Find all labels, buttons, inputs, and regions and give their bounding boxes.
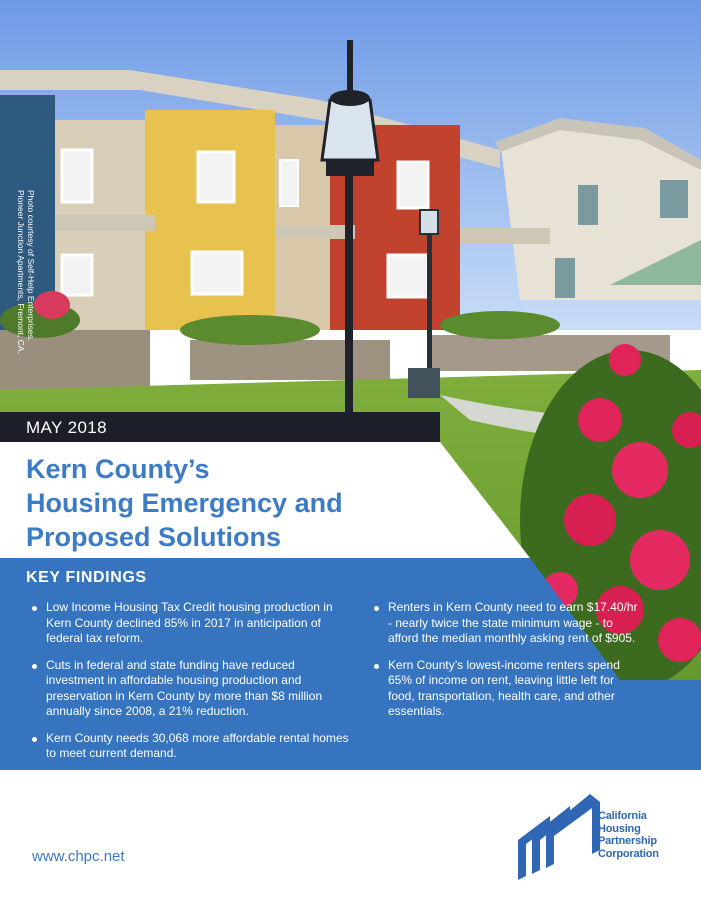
title-line-2: Housing Emergency and [26,488,343,518]
finding-item: Kern County needs 30,068 more affordable rental homes to meet current demand. [32,731,354,762]
finding-item: Renters in Kern County need to earn $17.40/hr - nearly twice the state minimum wage - to afford the median monthly asking rent of $905. [374,600,644,647]
chpc-logo-icon [514,790,604,882]
report-title [26,452,446,554]
logo-text-line3: Partnership [598,835,657,847]
chpc-logo-text [598,810,659,860]
website-link[interactable]: www.chpc.net [32,848,125,865]
finding-item: Low Income Housing Tax Credit housing production in Kern County declined 85% in 2017 in anticipation of federal tax reform. [32,600,354,647]
report-date: MAY 2018 [26,418,108,437]
logo-text-line2: Housing [598,822,641,835]
title-line-1: Kern County’s [26,454,210,484]
title-line-3: Proposed Solutions [26,522,282,552]
photo-caption-line2: Photo courtesy of Self-Help Enterprises. [26,190,36,342]
finding-item: Cuts in federal and state funding have reduced investment in affordable housing production and preservation in Kern County by more than $8 million annually since 2008, a 21% reduction. [32,658,354,720]
key-findings-right-column [374,600,644,731]
logo-text-line1: California [598,810,647,822]
finding-item: Kern County’s lowest-income renters spend 65% of income on rent, leaving little left for food, transportation, health care, and other essentials. [374,658,644,720]
key-findings-heading: KEY FINDINGS [26,569,147,586]
logo-text-line4: Corporation [598,847,659,860]
key-findings-left-column [32,600,354,773]
photo-caption-line1: Pioneer Junction Apartments, Fremont, CA. [16,190,26,354]
